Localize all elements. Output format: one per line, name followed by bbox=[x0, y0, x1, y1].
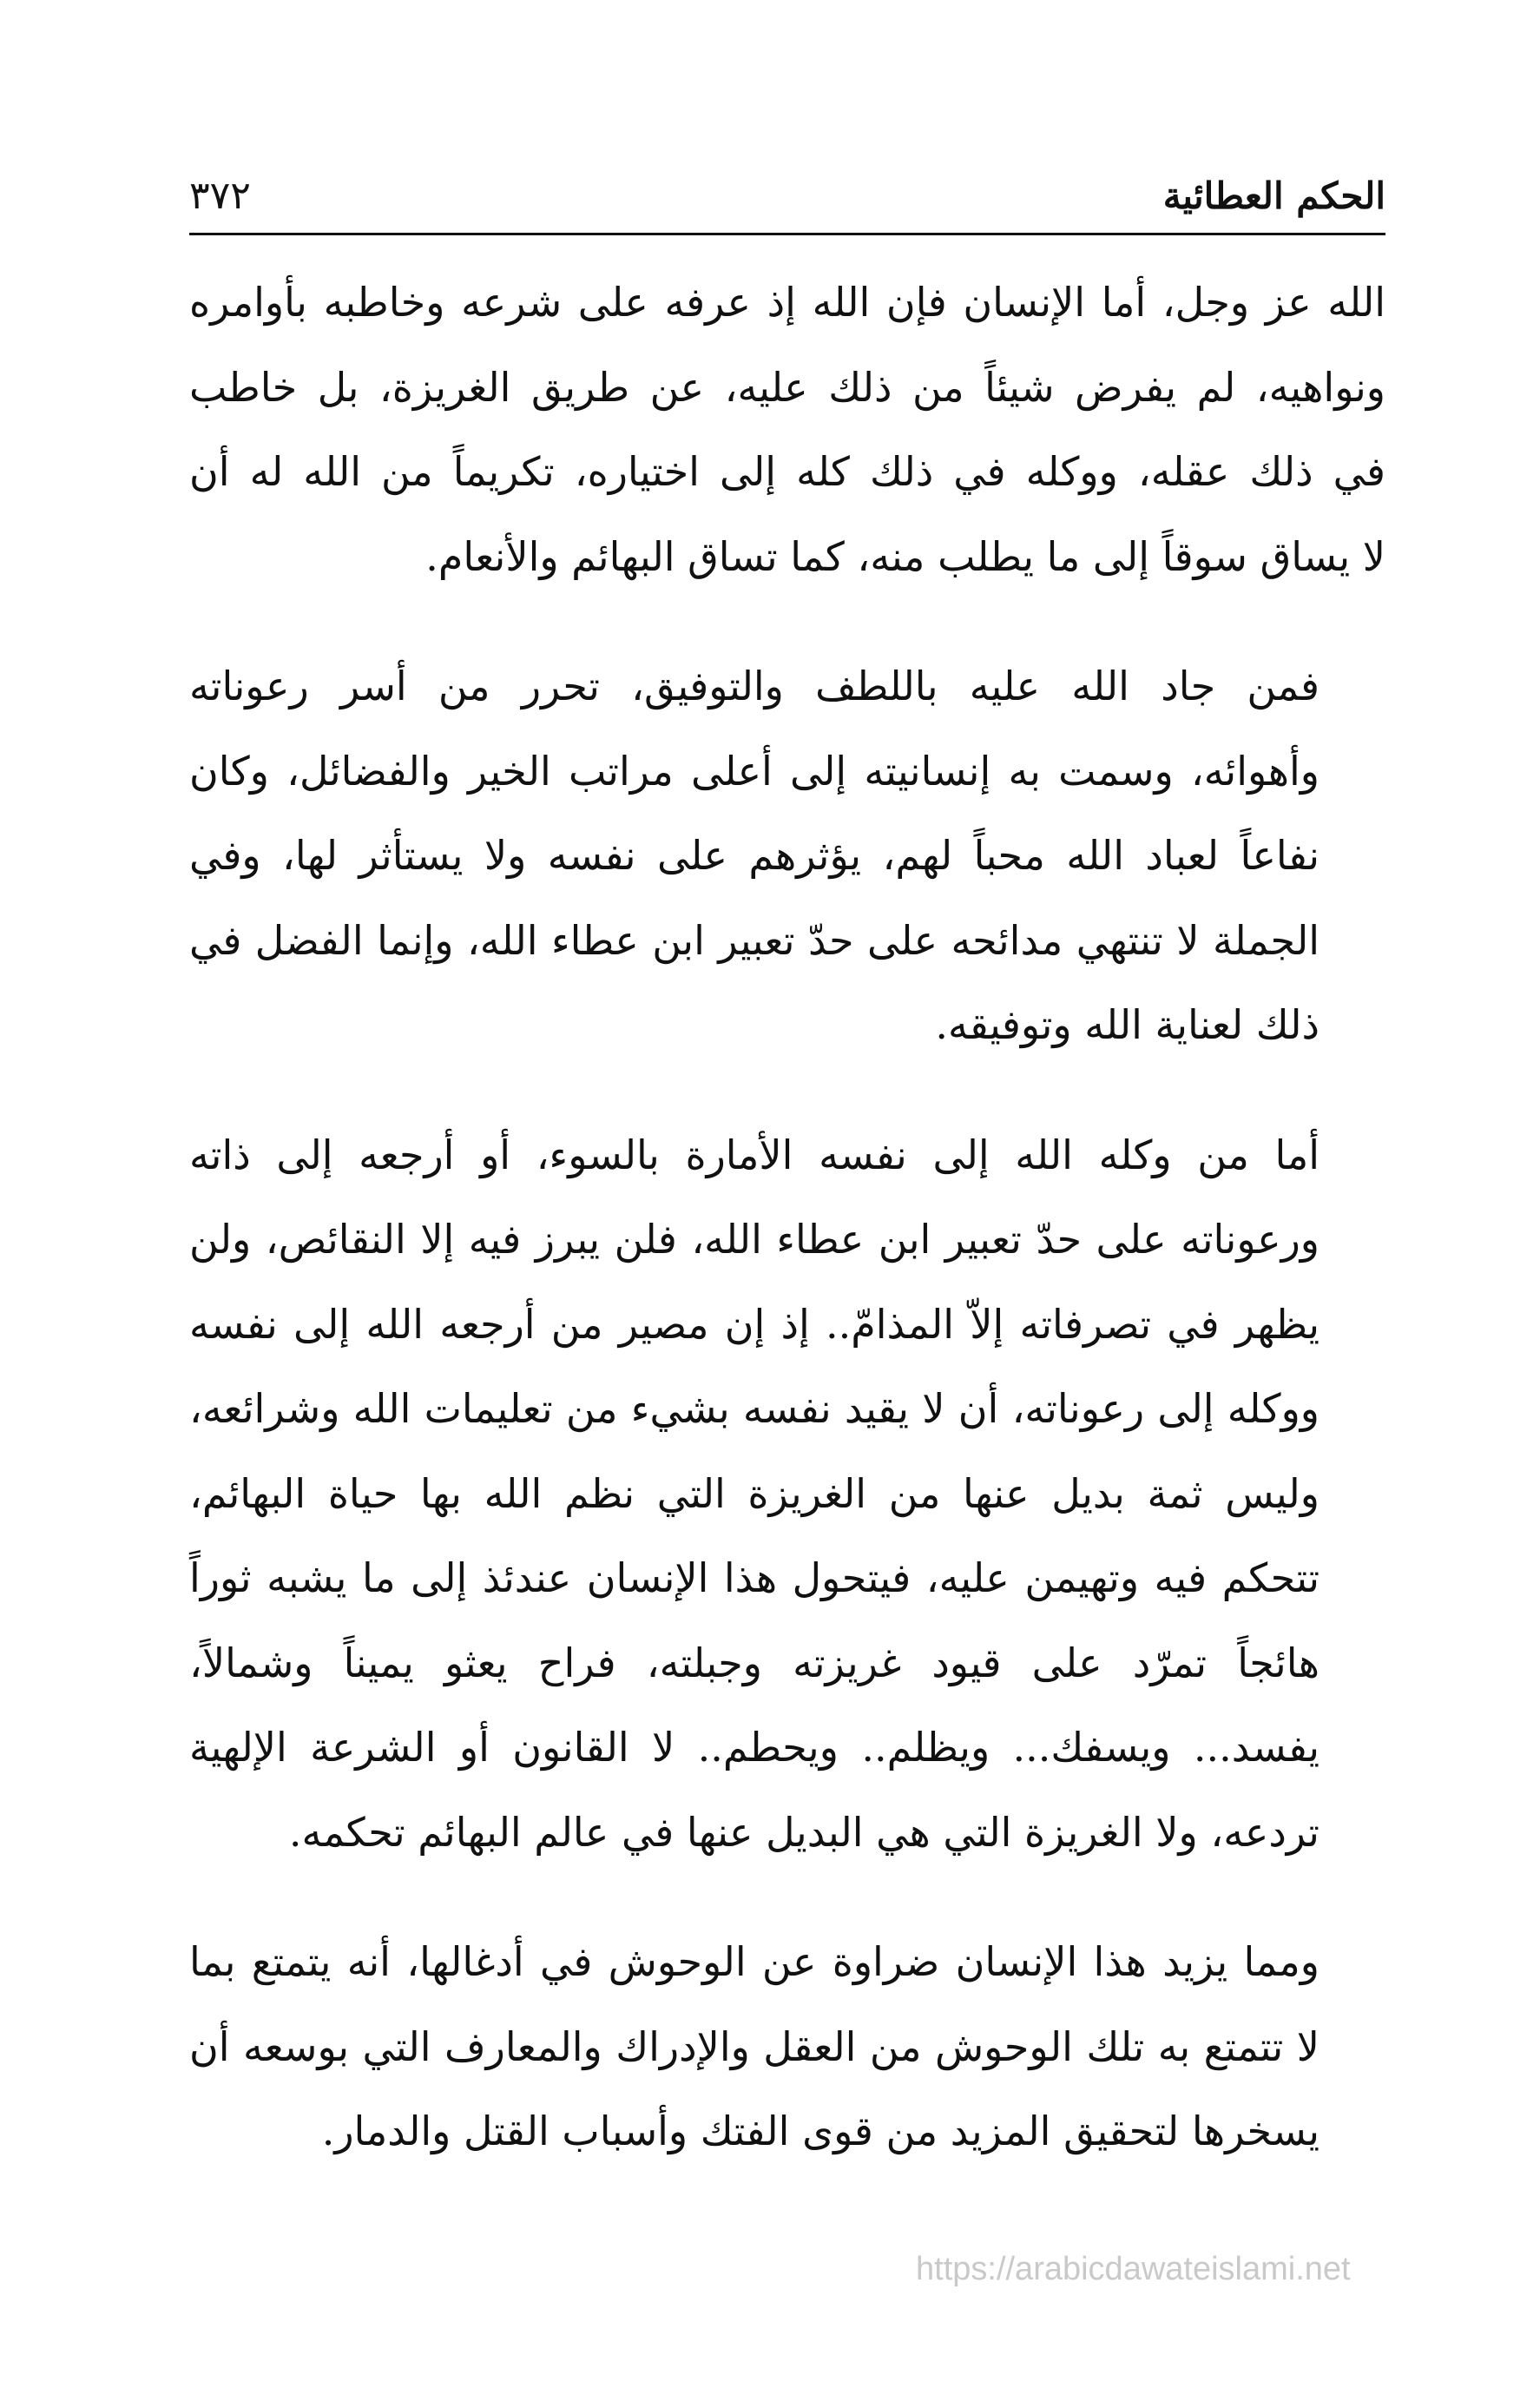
text-line: وليس ثمة بديل عنها من الغريزة التي نظم الله بها حياة البهائم، bbox=[189, 1469, 1320, 1517]
text-line: ورعوناته على حدّ تعبير ابن عطاء الله، فلن يبرز فيه إلا النقائص، ولن bbox=[189, 1216, 1320, 1263]
paragraph-4 bbox=[189, 1920, 1385, 2174]
text-line: أما من وكله الله إلى نفسه الأمارة بالسوء، أو أرجعه إلى ذاته bbox=[189, 1131, 1320, 1178]
text-line: الجملة لا تنتهي مدائحه على حدّ تعبير ابن عطاء الله، وإنما الفضل في bbox=[189, 916, 1320, 964]
text-line: نفاعاً لعباد الله محباً لهم، يؤثرهم على نفسه ولا يستأثر لها، وفي bbox=[189, 832, 1320, 879]
body-text bbox=[189, 261, 1385, 2220]
text-line: فمن جاد الله عليه باللطف والتوفيق، تحرر من أسر رعوناته bbox=[189, 663, 1320, 709]
text-line: يفسد... ويسفك... ويظلم.. ويحطم.. لا القانون أو الشرعة الإلهية bbox=[189, 1724, 1320, 1771]
text-line: ونواهيه، لم يفرض شيئاً من ذلك عليه، عن طريق الغريزة، بل خاطب bbox=[189, 363, 1385, 411]
site-watermark: https://arabicdawateislami.net bbox=[916, 2251, 1351, 2287]
header-divider bbox=[189, 233, 1385, 235]
text-line: في ذلك عقله، ووكله في ذلك كله إلى اختياره، تكريماً من الله له أن bbox=[189, 448, 1385, 495]
running-title: الحكم العطائية bbox=[1162, 175, 1385, 217]
page-header bbox=[189, 162, 1385, 231]
text-line: ووكله إلى رعوناته، أن لا يقيد نفسه بشيء من تعليمات الله وشرائعه، bbox=[189, 1385, 1320, 1432]
text-line: الله عز وجل، أما الإنسان فإن الله إذ عرفه على شرعه وخاطبه بأوامره bbox=[189, 279, 1385, 326]
paragraph-2 bbox=[189, 644, 1385, 1068]
text-line: يظهر في تصرفاته إلاّ المذامّ.. إذ إن مصير من أرجعه الله إلى نفسه bbox=[189, 1300, 1320, 1348]
text-line: ذلك لعناية الله وتوفيقه. bbox=[935, 1001, 1320, 1048]
text-line: تتحكم فيه وتهيمن عليه، فيتحول هذا الإنسان عندئذ إلى ما يشبه ثوراً bbox=[189, 1554, 1320, 1601]
text-line: هائجاً تمرّد على قيود غريزته وجبلته، فراح يعثو يميناً وشمالاً، bbox=[189, 1639, 1320, 1686]
paragraph-3 bbox=[189, 1113, 1385, 1876]
page-number: ٣٧٢ bbox=[189, 174, 251, 218]
text-line: لا تتمتع به تلك الوحوش من العقل والإدراك والمعارف التي بوسعه أن bbox=[189, 2022, 1320, 2070]
text-line: لا يساق سوقاً إلى ما يطلب منه، كما تساق البهائم والأنعام. bbox=[425, 532, 1385, 580]
text-line: وأهوائه، وسمت به إنسانيته إلى أعلى مراتب الخير والفضائل، وكان bbox=[189, 747, 1320, 795]
paragraph-1 bbox=[189, 261, 1385, 599]
text-line: يسخرها لتحقيق المزيد من قوى الفتك وأسباب القتل والدمار. bbox=[321, 2108, 1320, 2154]
text-line: تردعه، ولا الغريزة التي هي البديل عنها في عالم البهائم تحكمه. bbox=[288, 1808, 1320, 1856]
text-line: ومما يزيد هذا الإنسان ضراوة عن الوحوش في أدغالها، أنه يتمتع بما bbox=[189, 1938, 1320, 1985]
